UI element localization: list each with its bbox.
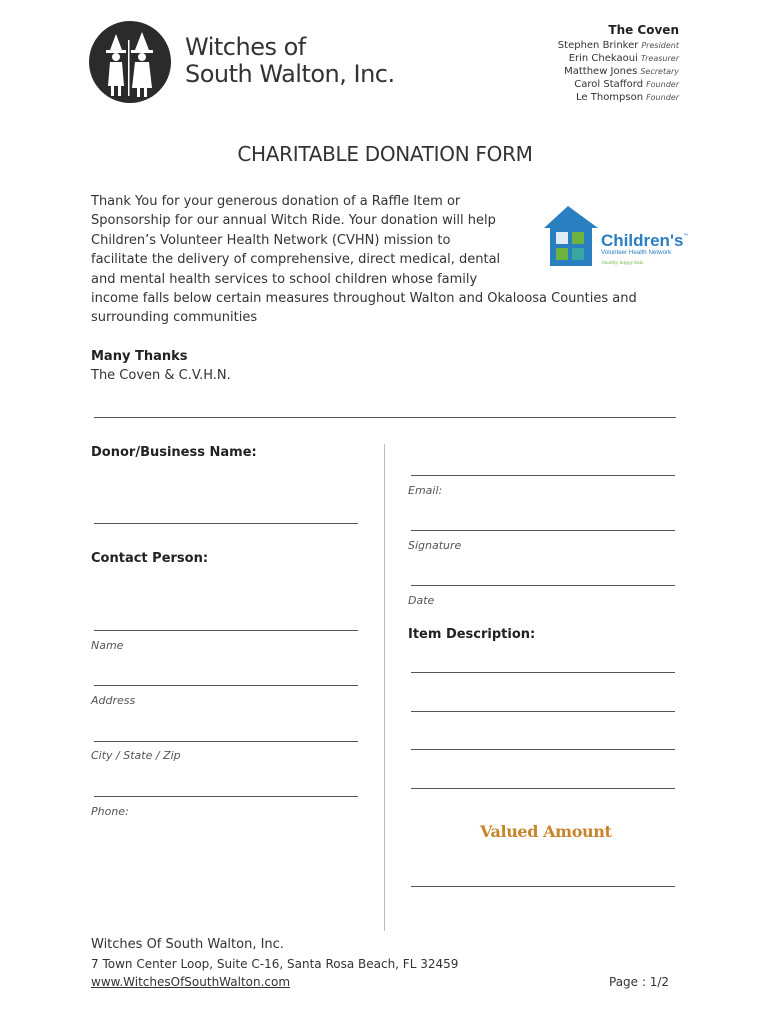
org-name — [185, 34, 395, 88]
footer-org-name: Witches Of South Walton, Inc. — [91, 937, 284, 952]
org-name-line1: Witches of — [185, 33, 306, 61]
cvhn-house-icon — [542, 204, 692, 270]
member-role: President — [641, 41, 679, 50]
item-description-line-3[interactable] — [411, 749, 675, 750]
address-label: Address — [91, 694, 136, 707]
date-line[interactable] — [411, 585, 675, 586]
item-description-line-4[interactable] — [411, 788, 675, 789]
thanks-signoff: The Coven & C.V.H.N. — [91, 368, 231, 384]
member-role: Secretary — [640, 67, 679, 76]
cvhn-word: Children's — [601, 231, 684, 250]
signature-label: Signature — [408, 539, 462, 552]
intro-line: Children’s Volunteer Health Network (CVHN) mission to — [91, 232, 451, 248]
thanks-heading: Many Thanks — [91, 349, 188, 364]
contact-person-label: Contact Person: — [91, 551, 209, 566]
city-label: City / State / Zip — [91, 749, 181, 762]
item-description-line-1[interactable] — [411, 672, 675, 673]
phone-line[interactable] — [94, 796, 358, 797]
member-name: Erin Chekaoui — [568, 53, 638, 64]
city-line[interactable] — [94, 741, 358, 742]
witches-logo-icon — [88, 20, 172, 104]
thanks-block — [91, 347, 231, 386]
member-name: Matthew Jones — [564, 66, 638, 77]
section-divider — [94, 417, 676, 418]
email-line[interactable] — [411, 475, 675, 476]
intro-line: Sponsorship for our annual Witch Ride. Your donation will help — [91, 213, 496, 229]
member-row — [558, 65, 679, 78]
member-row — [558, 78, 679, 91]
item-description-label: Item Description: — [408, 627, 536, 642]
member-role: Treasurer — [640, 54, 679, 63]
member-row — [558, 91, 679, 104]
donor-name-label: Donor/Business Name: — [91, 445, 257, 460]
valued-amount-line[interactable] — [411, 886, 675, 887]
form-title: CHARITABLE DONATION FORM — [237, 142, 533, 166]
name-line[interactable] — [94, 630, 358, 631]
intro-line: surrounding communities — [91, 310, 258, 326]
intro-line: income falls below certain measures throughout Walton and Okaloosa Counties and — [91, 291, 637, 307]
intro-line: facilitate the delivery of comprehensive, direct medical, dental — [91, 252, 501, 268]
address-line[interactable] — [94, 685, 358, 686]
intro-line: and mental health services to school children whose family — [91, 271, 478, 287]
column-divider — [384, 444, 385, 931]
member-name: Stephen Brinker — [557, 40, 639, 51]
cvhn-subtitle: Volunteer Health Network — [601, 249, 672, 256]
donor-name-line[interactable] — [94, 523, 358, 524]
page-number: Page : 1/2 — [609, 975, 670, 989]
coven-members — [558, 22, 679, 104]
valued-amount-label: Valued Amount — [480, 822, 612, 841]
name-label: Name — [91, 639, 124, 652]
cvhn-tagline: healthy happy kids — [602, 260, 644, 266]
phone-label: Phone: — [91, 805, 129, 818]
coven-title: The Coven — [608, 23, 679, 37]
footer-address: 7 Town Center Loop, Suite C-16, Santa Rosa Beach, FL 32459 — [91, 957, 459, 971]
member-role: Founder — [646, 80, 679, 89]
member-name: Carol Stafford — [574, 79, 644, 90]
member-role: Founder — [646, 93, 679, 102]
cvhn-logo — [542, 204, 692, 270]
intro-line: Thank You for your generous donation of a Raffle Item or — [91, 194, 461, 209]
signature-line[interactable] — [411, 530, 675, 531]
member-name: Le Thompson — [576, 92, 644, 103]
footer-website-link[interactable]: www.WitchesOfSouthWalton.com — [91, 975, 291, 989]
cvhn-tm: ™ — [683, 233, 688, 239]
item-description-line-2[interactable] — [411, 711, 675, 712]
org-name-line2: South Walton, Inc. — [185, 60, 395, 88]
date-label: Date — [408, 594, 435, 607]
member-row — [558, 39, 679, 52]
email-label: Email: — [408, 484, 443, 497]
member-row — [558, 52, 679, 65]
